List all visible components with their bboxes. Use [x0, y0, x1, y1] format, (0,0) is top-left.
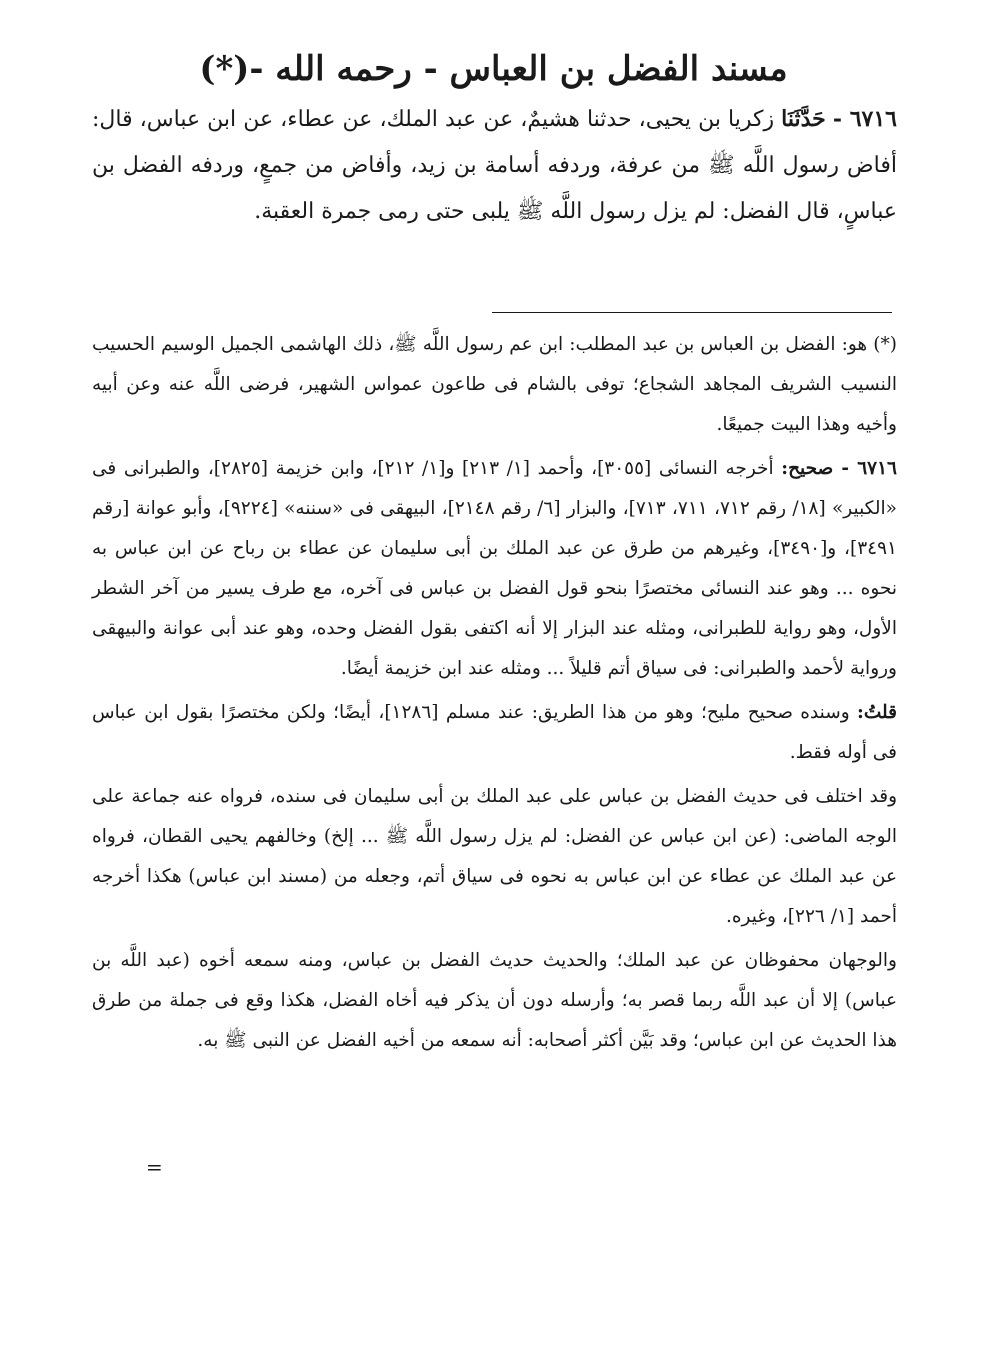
hadith-number: ٦٧١٦ -	[832, 106, 897, 132]
footnote-bio: (*) هو: الفضل بن العباس بن عبد المطلب: ابن عم رسول اللَّه ﷺ، ذلك الهاشمى الجميل الوسيم الحسيب النسيب الشريف المجاهد الشجاع؛ توفى بالشام فى طاعون عمواس الشهير، فرضى اللَّه عنه وعن أبيه وأخيه وهذا البيت جميعًا.	[92, 334, 897, 435]
qultu-text: وسنده صحيح مليح؛ وهو من هذا الطريق: عند مسلم [١٢٨٦]، أيضًا؛ ولكن مختصرًا بقول ابن عباس فى أوله فقط.	[92, 702, 897, 763]
footnote-discussion: وقد اختلف فى حديث الفضل بن عباس على عبد الملك بن أبى سليمان فى سنده، فرواه عنه جماعة على الوجه الماضى: (عن ابن عباس عن الفضل: لم يزل رسول اللَّه ﷺ ... إلخ) وخالفهم يحيى القطان، فرواه عن عبد الملك عن عطاء عن ابن عباس به نحوه فى سياق أتم، وجعله من (مسند ابن عباس) هكذا أخرجه أحمد [١/ ٢٢٦]، وغيره.	[92, 786, 897, 927]
footnote-separator	[492, 312, 892, 313]
hadith-text	[92, 96, 897, 235]
hadith-body: زكريا بن يحيى، حدثنا هشيمٌ، عن عبد الملك، عن عطاء، عن ابن عباس، قال: أفاض رسول اللَّه ﷺ من عرفة، وردفه أسامة بن زيد، وأفاض من جمعٍ، وردفه الفضل بن عباسٍ، قال الفضل: لم يزل رسول اللَّه ﷺ يلبى حتى رمى جمرة العقبة.	[92, 107, 897, 224]
footnote-qultu	[92, 693, 897, 773]
page-title: مسند الفضل بن العباس - رحمه الله -(*)	[199, 48, 788, 89]
takhrij-label: ٦٧١٦ - صحيح:	[781, 458, 897, 479]
footnotes	[92, 325, 897, 1065]
takhrij-text: أخرجه النسائى [٣٠٥٥]، وأحمد [١/ ٢١٣] و[١/ ٢١٢]، وابن خزيمة [٢٨٢٥]، والطبرانى فى «الكبير» [١٨/ رقم ٧١٢، ٧١١، ٧١٣]، والبزار [٦/ رقم ٢١٤٨]، البيهقى فى «سننه» [٩٢٢٤]، وأبو عوانة [رقم ٣٤٩١]، و[٣٤٩٠]، وغيرهم من طرق عن عبد الملك بن أبى سليمان عن عطاء بن رباح عن ابن عباس به نحوه ... وهو عند النسائى مختصرًا بنحو قول الفضل بن عباس فى آخره، مع طرف يسير من آخر الشطر الأول، وهو رواية للطبرانى، ومثله عند البزار إلا أنه اكتفى بقول الفضل وحده، وهو عند أبى عوانة والبيهقى ورواية لأحمد والطبرانى: فى سياق أتم قليلاً ... ومثله عند ابن خزيمة أيضًا.	[92, 458, 897, 679]
hadith-opening: حَدَّثَنَا	[781, 106, 826, 132]
footnote-conclusion: والوجهان محفوظان عن عبد الملك؛ والحديث حديث الفضل بن عباس، ومنه سمعه أخوه (عبد اللَّه بن عباس) إلا أن عبد اللَّه ربما قصر به؛ وأرسله دون أن يذكر فيه أخاه الفضل، هكذا وقع فى جملة من طرق هذا الحديث عن ابن عباس؛ وقد بَيَّن أكثر أصحابه: أنه سمعه من أخيه الفضل عن النبى ﷺ به.	[92, 950, 897, 1051]
footnote-takhrij	[92, 449, 897, 689]
continuation-mark: =	[146, 1155, 163, 1179]
qultu-label: قلتُ:	[857, 702, 898, 723]
